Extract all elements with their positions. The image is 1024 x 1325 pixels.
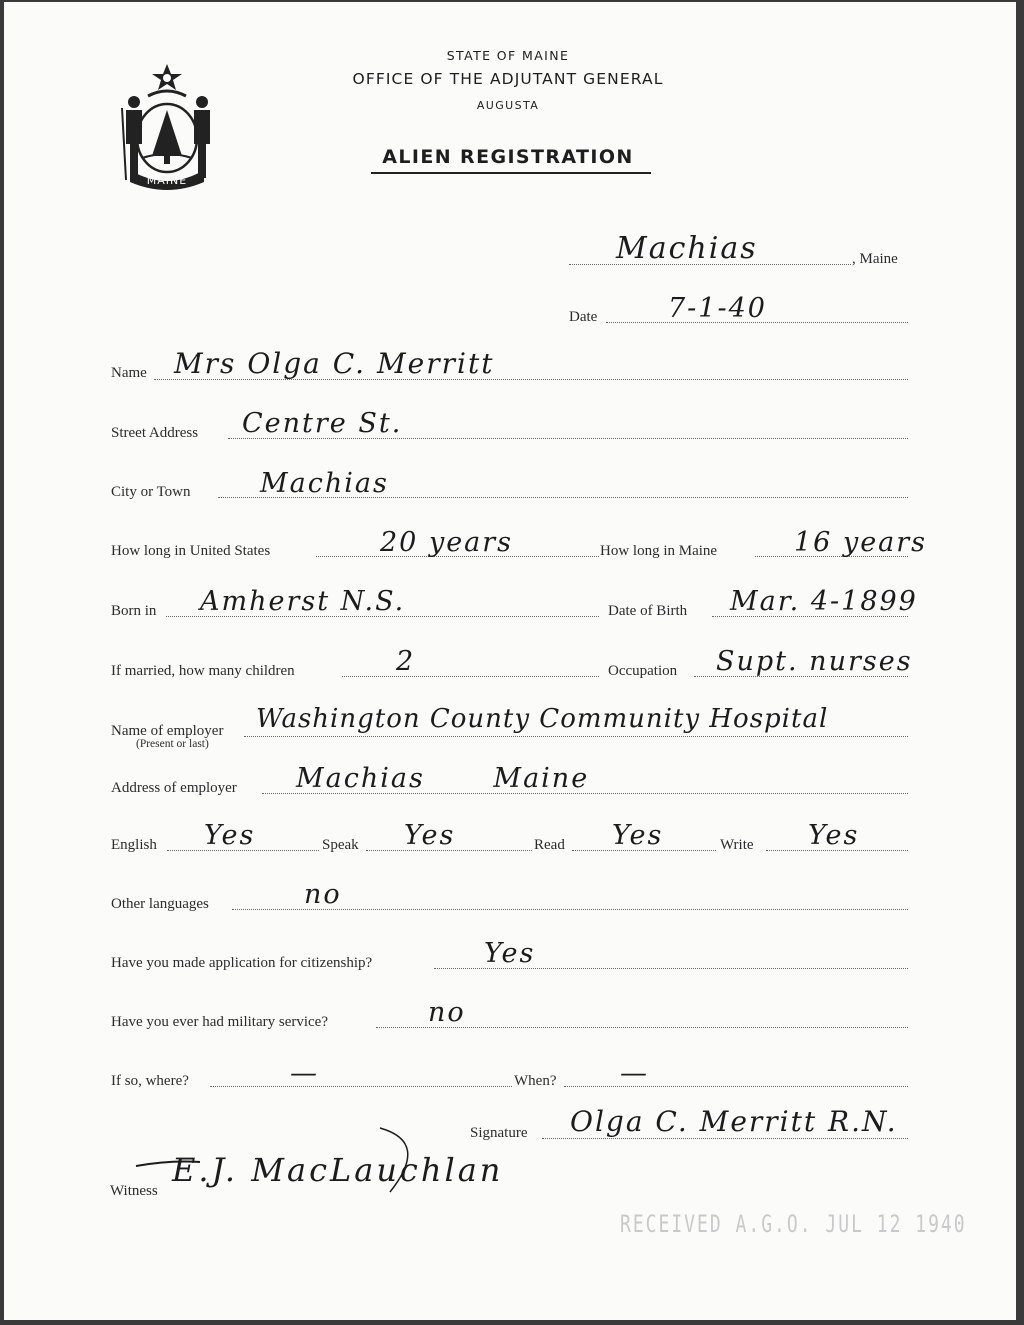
speak-label: Speak — [322, 837, 359, 853]
children-value: 2 — [396, 646, 416, 677]
military-label: Have you ever had military service? — [111, 1014, 328, 1030]
employer-sublabel: (Present or last) — [136, 738, 209, 750]
when-label: When? — [514, 1073, 557, 1089]
maine-label: , Maine — [852, 251, 898, 267]
svg-text:MAINE: MAINE — [146, 174, 188, 187]
witness-flourish — [130, 1122, 450, 1202]
children-line — [342, 676, 599, 677]
read-value: Yes — [612, 820, 664, 851]
read-label: Read — [534, 837, 565, 853]
place-value: Machias — [616, 231, 758, 266]
when-line — [564, 1086, 908, 1087]
how-long-maine-label: How long in Maine — [600, 543, 718, 559]
employer-line — [244, 736, 908, 737]
occupation-value: Supt. nurses — [716, 646, 913, 677]
form-title: ALIEN REGISTRATION — [382, 146, 634, 168]
registration-form — [4, 2, 1016, 1320]
children-label: If married, how many children — [111, 663, 295, 679]
witness-value: E.J. MacLauchlan — [172, 1151, 504, 1189]
dob-label: Date of Birth — [608, 603, 688, 619]
how-long-us-label: How long in United States — [111, 543, 271, 559]
military-value: no — [428, 997, 466, 1028]
signature-line — [542, 1138, 908, 1139]
citizenship-value: Yes — [484, 938, 536, 969]
other-languages-label: Other languages — [111, 896, 209, 912]
where-line — [210, 1086, 512, 1087]
write-value: Yes — [808, 820, 860, 851]
office-heading: OFFICE OF THE ADJUTANT GENERAL — [352, 70, 664, 88]
how-long-maine-value: 16 years — [794, 527, 928, 558]
signature-label: Signature — [470, 1125, 528, 1141]
where-value: — — [290, 1058, 319, 1089]
signature-value: Olga C. Merritt R.N. — [570, 1105, 898, 1138]
how-long-us-value: 20 years — [380, 527, 514, 558]
employer-label: Name of employer — [111, 723, 224, 739]
english-value: Yes — [204, 820, 256, 851]
state-heading: STATE OF MAINE — [446, 48, 570, 63]
other-languages-value: no — [304, 879, 342, 910]
witness-label: Witness — [110, 1183, 158, 1199]
name-value: Mrs Olga C. Merritt — [174, 347, 495, 380]
when-value: — — [620, 1058, 649, 1089]
citizenship-label: Have you made application for citizenship? — [111, 955, 373, 971]
date-label: Date — [569, 309, 598, 325]
employer-address-label: Address of employer — [111, 780, 237, 796]
where-label: If so, where? — [111, 1073, 189, 1089]
employer-address-value: Machias Maine — [296, 763, 590, 794]
speak-value: Yes — [404, 820, 456, 851]
occupation-label: Occupation — [608, 663, 678, 679]
born-in-value: Amherst N.S. — [200, 586, 406, 617]
employer-value: Washington County Community Hospital — [256, 704, 829, 734]
city-label: City or Town — [111, 484, 191, 500]
street-value: Centre St. — [242, 408, 403, 439]
english-label: English — [111, 837, 157, 853]
title-underline — [371, 172, 651, 174]
date-value: 7-1-40 — [668, 293, 767, 324]
city-value: Machias — [260, 468, 389, 499]
born-in-label: Born in — [111, 603, 157, 619]
city-heading: AUGUSTA — [476, 99, 540, 112]
name-label: Name — [111, 365, 147, 381]
dob-value: Mar. 4-1899 — [730, 586, 918, 617]
street-label: Street Address — [111, 425, 199, 441]
received-stamp: RECEIVED A.G.O. JUL 12 1940 — [620, 1210, 967, 1239]
write-label: Write — [720, 837, 754, 853]
